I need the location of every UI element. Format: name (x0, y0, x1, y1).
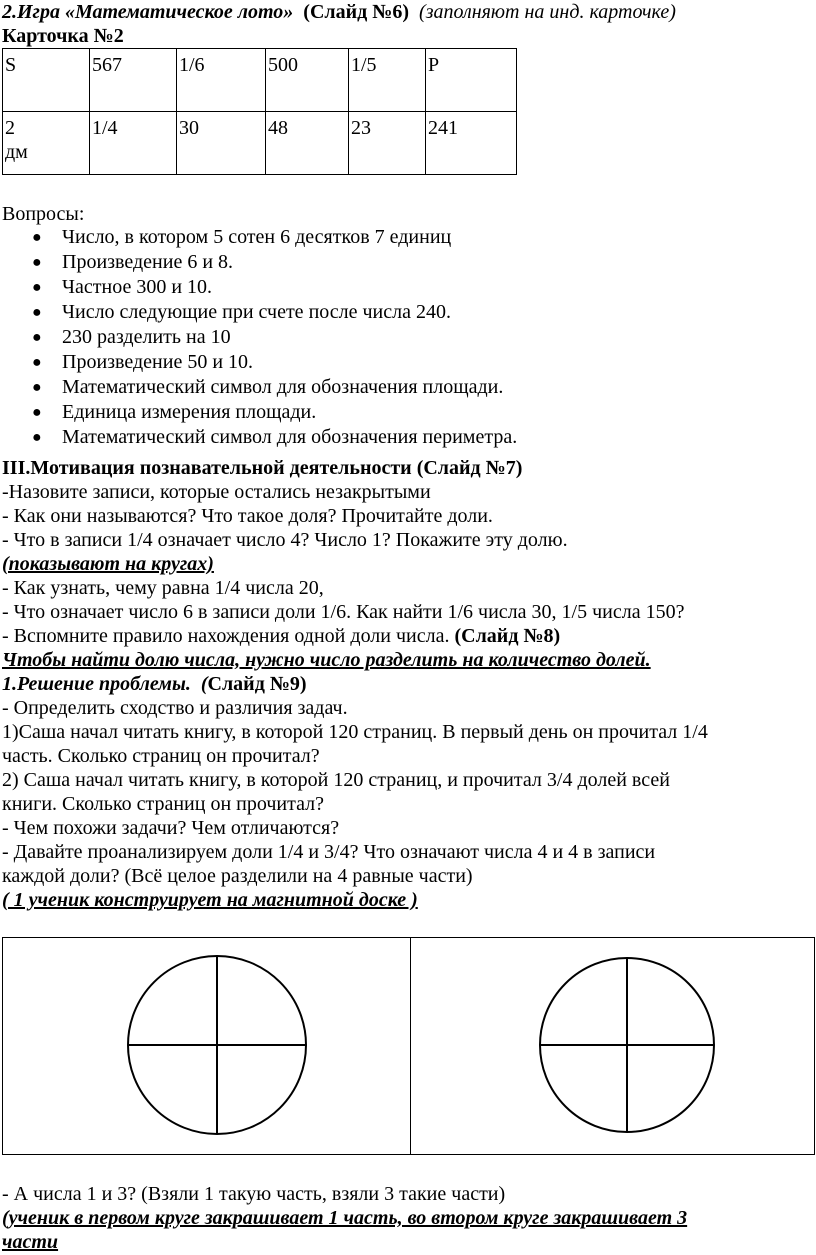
text-line: - Определить сходство и различия задач. (2, 697, 348, 719)
note-circles: (показывают на кругах) (2, 553, 214, 575)
text-line: 2) Саша начал читать книгу, в которой 120 страниц, и прочитал 3/4 долей всей (2, 769, 670, 791)
list-item (32, 350, 517, 375)
table-cell: 48 (266, 112, 349, 175)
bullet-icon: ● (32, 404, 42, 421)
text-line: - Что в записи 1/4 означает число 4? Число 1? Покажите эту долю. (2, 529, 568, 551)
text-line: каждой доли? (Всё целое разделили на 4 равные части) (2, 865, 473, 887)
board-note: ( 1 ученик конструирует на магнитной доске ) (2, 889, 418, 911)
questions-label: Вопросы: (2, 203, 85, 225)
table-cell: 567 (90, 49, 177, 112)
question-text: 230 разделить на 10 (62, 326, 231, 348)
rule-question: - Вспомните правило нахождения одной доли числа. (2, 625, 450, 647)
problem-title-slide: Слайд №9) (207, 673, 307, 695)
table-cell: 1/4 (90, 112, 177, 175)
table-row (3, 112, 517, 175)
final-note-cont: части (2, 1231, 59, 1253)
rule-slide: (Слайд №8) (454, 625, 561, 647)
card-title: Карточка №2 (2, 25, 124, 47)
table-cell (3, 112, 90, 175)
final-note: (ученик в первом круге закрашивает 1 часть, во втором круге закрашивает 3 (2, 1207, 688, 1229)
text-line: - Чем похожи задачи? Чем отличаются? (2, 817, 340, 839)
table-cell: 241 (426, 112, 517, 175)
circles-frame (2, 937, 815, 1155)
table-cell: S (3, 49, 90, 112)
problem-title-paren: ( (200, 673, 208, 695)
rule-reminder-line (2, 624, 560, 648)
bullet-icon: ● (32, 329, 42, 346)
list-item (32, 375, 517, 400)
text-line: 1)Саша начал читать книгу, в которой 120 страниц. В первый день он прочитал 1/4 (2, 721, 708, 743)
table-cell: 1/6 (177, 49, 266, 112)
table-row (3, 49, 517, 112)
problem-title-main: 1.Решение проблемы. (2, 673, 191, 695)
header-note: (заполняют на инд. карточке) (419, 1, 676, 23)
list-item (32, 300, 517, 325)
list-item (32, 275, 517, 300)
bullet-icon: ● (32, 429, 42, 446)
rule-statement: Чтобы найти долю числа, нужно число разделить на количество долей. (2, 649, 651, 671)
text-line: часть. Сколько страниц он прочитал? (2, 745, 320, 767)
question-text: Произведение 50 и 10. (62, 351, 254, 373)
circles-drawing (3, 938, 814, 1154)
header-slide: (Слайд №6) (303, 1, 410, 23)
problem-title (2, 672, 307, 696)
text-line: книги. Сколько страниц он прочитал? (2, 793, 325, 815)
circle-right (540, 958, 714, 1132)
table-cell: P (426, 49, 517, 112)
header-game-title: 2.Игра «Математическое лото» (2, 1, 294, 23)
table-cell: 23 (349, 112, 426, 175)
cell-value: 2 (5, 117, 15, 139)
question-text: Единица измерения площади. (62, 401, 317, 423)
table-cell: 30 (177, 112, 266, 175)
game-header (2, 0, 676, 24)
questions-list (32, 225, 517, 450)
list-item (32, 325, 517, 350)
section-3-title: III.Мотивация познавательной деятельности (Слайд №7) (2, 457, 523, 479)
text-line: - А числа 1 и 3? (Взяли 1 такую часть, взяли 3 такие части) (2, 1183, 506, 1205)
bullet-icon: ● (32, 304, 42, 321)
list-item (32, 400, 517, 425)
cell-unit: дм (5, 141, 28, 163)
question-text: Число следующие при счете после числа 240. (62, 301, 451, 323)
question-text: Число, в котором 5 сотен 6 десятков 7 единиц (62, 226, 452, 248)
text-line: - Как они называются? Что такое доля? Прочитайте доли. (2, 505, 493, 527)
list-item (32, 250, 517, 275)
table-cell: 500 (266, 49, 349, 112)
text-line: - Давайте проанализируем доли 1/4 и 3/4? Что означают числа 4 и 4 в записи (2, 841, 656, 863)
question-text: Математический символ для обозначения периметра. (62, 426, 518, 448)
bullet-icon: ● (32, 379, 42, 396)
lotto-card-table (2, 48, 517, 175)
bullet-icon: ● (32, 254, 42, 271)
text-line: - Что означает число 6 в записи доли 1/6. Как найти 1/6 числа 30, 1/5 числа 150? (2, 601, 685, 623)
list-item (32, 425, 517, 450)
question-text: Математический символ для обозначения площади. (62, 376, 504, 398)
table-cell: 1/5 (349, 49, 426, 112)
circle-left (128, 956, 306, 1134)
text-line: - Как узнать, чему равна 1/4 числа 20, (2, 577, 324, 599)
question-text: Частное 300 и 10. (62, 276, 213, 298)
bullet-icon: ● (32, 354, 42, 371)
bullet-icon: ● (32, 229, 42, 246)
bullet-icon: ● (32, 279, 42, 296)
question-text: Произведение 6 и 8. (62, 251, 234, 273)
text-line: -Назовите записи, которые остались незакрытыми (2, 481, 431, 503)
list-item (32, 225, 517, 250)
